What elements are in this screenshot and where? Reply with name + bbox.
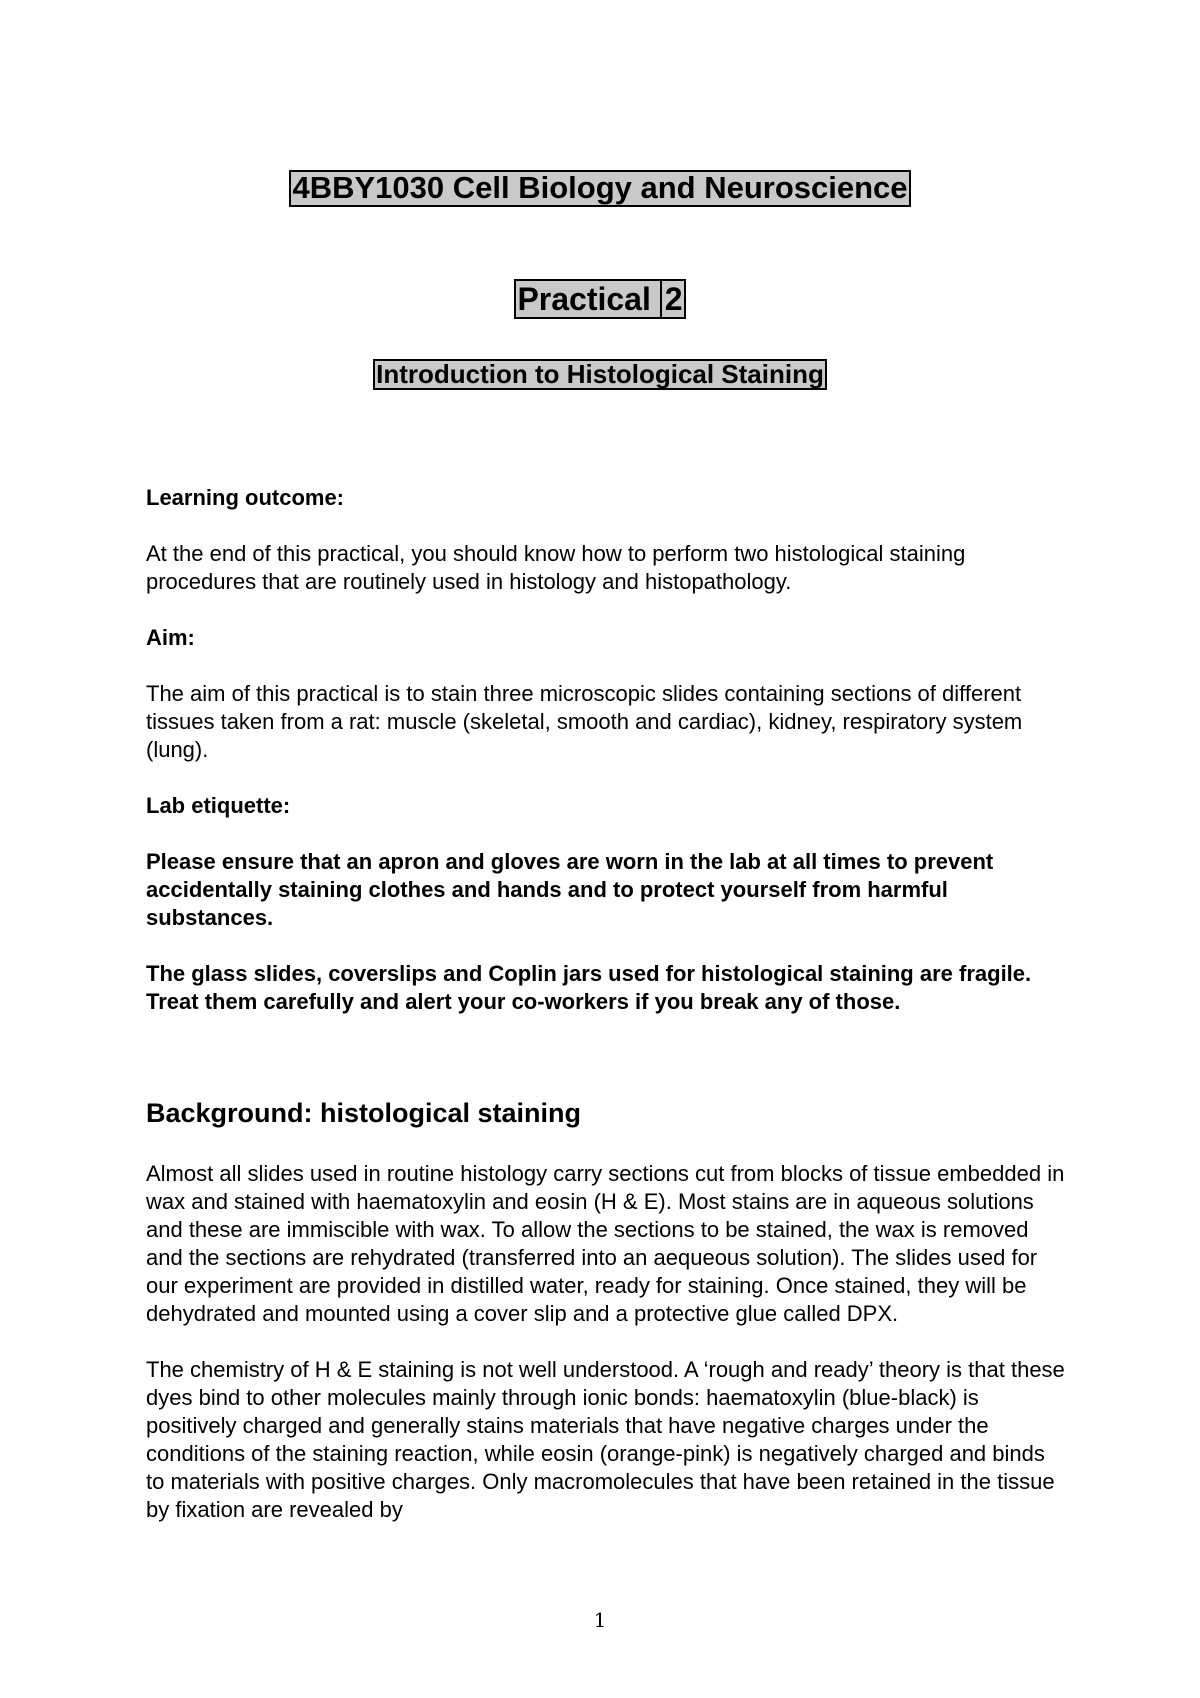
background-heading: Background: histological staining <box>146 1098 582 1128</box>
learning-outcome-text: At the end of this practical, you should know how to perform two histological staining procedures that are routinely used in histology and histopathology. <box>146 541 966 594</box>
lab-etiquette-section <box>146 792 1066 1016</box>
practical-word: Practical <box>517 281 651 317</box>
practical-title <box>514 279 685 319</box>
aim-label: Aim: <box>146 625 195 650</box>
aim-section <box>146 624 1066 764</box>
practical-number: 2 <box>660 281 683 317</box>
lab-etiquette-apron-text: Please ensure that an apron and gloves are worn in the lab at all times to prevent accidentally staining clothes and hands and to protect yourself from harmful substances. <box>146 849 994 930</box>
background-section <box>146 1160 1066 1524</box>
aim-text: The aim of this practical is to stain three microscopic slides containing sections of different tissues taken from a rat: muscle (skeletal, smooth and cardiac), kidney, respiratory system (lung). <box>146 681 1023 762</box>
lab-etiquette-label: Lab etiquette: <box>146 793 291 818</box>
page-number: 1 <box>593 1608 607 1632</box>
practical-subtitle: Introduction to Histological Staining <box>373 359 827 390</box>
lab-etiquette-fragile-text: The glass slides, coverslips and Coplin jars used for histological staining are fragile. Treat them carefully and alert your co-workers if you break any of those. <box>146 961 1032 1014</box>
background-paragraph-2: The chemistry of H & E staining is not well understood. A ‘rough and ready’ theory is that these dyes bind to other molecules mainly through ionic bonds: haematoxylin (blue-black) is positively charged and generally stains materials that have negative charges under the conditions of the staining reaction, while eosin (orange-pink) is negatively charged and binds to materials with positive charges. Only macromolecules that have been retained in the tissue by fixation are revealed by <box>146 1357 1065 1522</box>
subtitle-wrap <box>0 359 1200 390</box>
course-title-wrap <box>0 170 1200 207</box>
practical-title-wrap <box>0 279 1200 319</box>
learning-outcome-section <box>146 484 1066 596</box>
background-paragraph-1: Almost all slides used in routine histology carry sections cut from blocks of tissue embedded in wax and stained with haematoxylin and eosin (H & E). Most stains are in aqueous solutions and these are immiscible with wax. To allow the sections to be stained, the wax is removed and the sections are rehydrated (transferred into an aequeous solution). The slides used for our experiment are provided in distilled water, ready for staining. Once stained, they will be dehydrated and mounted using a cover slip and a protective glue called DPX. <box>146 1161 1065 1326</box>
course-title: 4BBY1030 Cell Biology and Neuroscience <box>289 170 910 207</box>
learning-outcome-label: Learning outcome: <box>146 485 345 510</box>
